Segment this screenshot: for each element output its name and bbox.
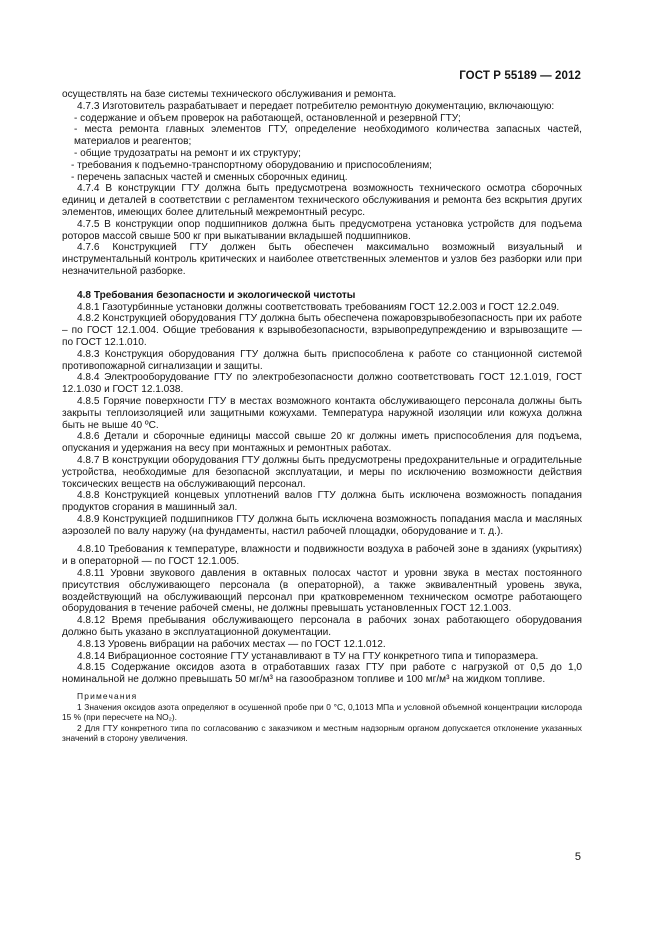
list-item: - общие трудозатраты на ремонт и их структуру;	[74, 147, 301, 159]
paragraph: 4.8.5 Горячие поверхности ГТУ в местах возможного контакта обслуживающего персонала должны быть закрыты теплоизоляцией или защитными кожухами. Температура наружной изоляции или кожуха должна быть не выше 40 ºС.	[62, 395, 582, 431]
paragraph: 4.8.12 Время пребывания обслуживающего персонала в рабочих зонах работающего оборудования должно быть указано в эксплуатационной документации.	[62, 615, 582, 639]
paragraph: 4.8.14 Вибрационное состояние ГТУ устанавливают в ТУ на ГТУ конкретного типа и типоразмера.	[77, 650, 539, 662]
paragraph: 4.8.10 Требования к температуре, влажности и подвижности воздуха в рабочей зоне в зданиях (укрытиях) и в операторной — по ГОСТ 12.1.005.	[62, 544, 582, 568]
list-item: - перечень запасных частей и сменных сборочных единиц.	[71, 171, 348, 183]
list-item: - места ремонта главных элементов ГТУ, определение необходимого количества запасных частей, материалов и реагентов;	[74, 124, 582, 148]
paragraph: 4.8.7 В конструкции оборудования ГТУ должны быть предусмотрены предохранительные и оградительные устройства, необходимые для безопасной эксплуатации, и меры по исключению возможности действия токсических веществ на обслуживающий персонал.	[62, 454, 582, 490]
paragraph: 4.8.1 Газотурбинные установки должны соответствовать требованиям ГОСТ 12.2.003 и ГОСТ 12.2.049.	[77, 301, 560, 313]
notes-block	[62, 691, 582, 744]
notes-heading: Примечания	[77, 691, 138, 702]
paragraph: 4.7.4 В конструкции ГТУ должна быть предусмотрена возможность технического осмотра сборочных единиц и деталей в соответствии с регламентом технического обслуживания и ремонта без вскрытия других элементов, имеющих более длительный межремонтный ресурс.	[62, 183, 582, 218]
list-item: - содержание и объем проверок на работающей, остановленной и резервной ГТУ;	[74, 112, 461, 124]
note-item: 1 Значения оксидов азота определяют в осушенной пробе при 0 °С, 0,1013 МПа и условной объемной концентрации кислорода 15 % (при пересчете на NO₂).	[62, 701, 582, 723]
paragraph: 4.8.4 Электрооборудование ГТУ по электробезопасности должно соответствовать ГОСТ 12.1.019, ГОСТ 12.1.030 и ГОСТ 12.1.038.	[62, 372, 582, 396]
section-heading: 4.8 Требования безопасности и экологической чистоты	[77, 289, 356, 301]
paragraph: осуществлять на базе системы технического обслуживания и ремонта.	[62, 89, 397, 100]
paragraph: 4.7.5 В конструкции опор подшипников должна быть предусмотрена установка устройств для подъема роторов массой свыше 500 кг при выкатывании вкладышей подшипников.	[62, 218, 582, 242]
paragraph: 4.8.3 Конструкция оборудования ГТУ должна быть приспособлена к работе со станционной системой противопожарной сигнализации и защиты.	[62, 348, 582, 372]
document-body	[62, 89, 582, 744]
paragraph: 4.7.6 Конструкцией ГТУ должен быть обеспечен максимально возможный визуальный и инструментальный контроль критических и наиболее ответственных элементов и узлов без разборки или при незначительной разборке.	[62, 242, 582, 277]
paragraph: 4.8.9 Конструкцией подшипников ГТУ должна быть исключена возможность попадания масла и масляных аэрозолей по валу наружу (на фундаменты, настил рабочей площадки, оборудование и т. д.).	[62, 513, 582, 537]
document-header: ГОСТ Р 55189 — 2012	[459, 70, 581, 82]
paragraph: 4.7.3 Изготовитель разрабатывает и передает потребителю ремонтную документацию, включающую:	[77, 100, 555, 112]
paragraph: 4.8.8 Конструкцией концевых уплотнений валов ГТУ должна быть исключена возможность попадания продуктов сгорания в машинный зал.	[62, 490, 582, 514]
paragraph: 4.8.13 Уровень вибрации на рабочих местах — по ГОСТ 12.1.012.	[77, 638, 386, 650]
paragraph: 4.8.2 Конструкцией оборудования ГТУ должна быть обеспечена пожаровзрывобезопасность при их работе – по ГОСТ 12.1.004. Общие требования к взрывобезопасности, взрывопредупреждению и взрывозащите — по ГОСТ 12.1.010.	[62, 313, 582, 348]
page-number: 5	[574, 851, 581, 863]
paragraph: 4.8.6 Детали и сборочные единицы массой свыше 20 кг должны иметь приспособления для подъема, опускания и удержания на весу при монтажных и ремонтных работах.	[62, 431, 582, 455]
list-item: - требования к подъемно-транспортному оборудованию и приспособлениям;	[71, 159, 432, 171]
note-item: 2 Для ГТУ конкретного типа по согласованию с заказчиком и местным надзорным органом допускается отклонение указанных значений в сторону увеличения.	[62, 722, 582, 744]
paragraph: 4.8.15 Содержание оксидов азота в отработавших газах ГТУ при работе с нагрузкой от 0,5 до 1,0 номинальной не должно превышать 50 мг/м³ на газообразном топливе и 100 мг/м³ на жидком топливе.	[62, 662, 582, 686]
paragraph: 4.8.11 Уровни звукового давления в октавных полосах частот и уровни звука в местах постоянного присутствия обслуживающего персонала (в операторной), а также эквивалентный уровень звука, воздействующий на обслуживающий персонал при кратковременном техническом осмотре работающего оборудования в течение рабочей смены, не должны превышать установленных ГОСТ 12.1.003.	[62, 568, 582, 615]
